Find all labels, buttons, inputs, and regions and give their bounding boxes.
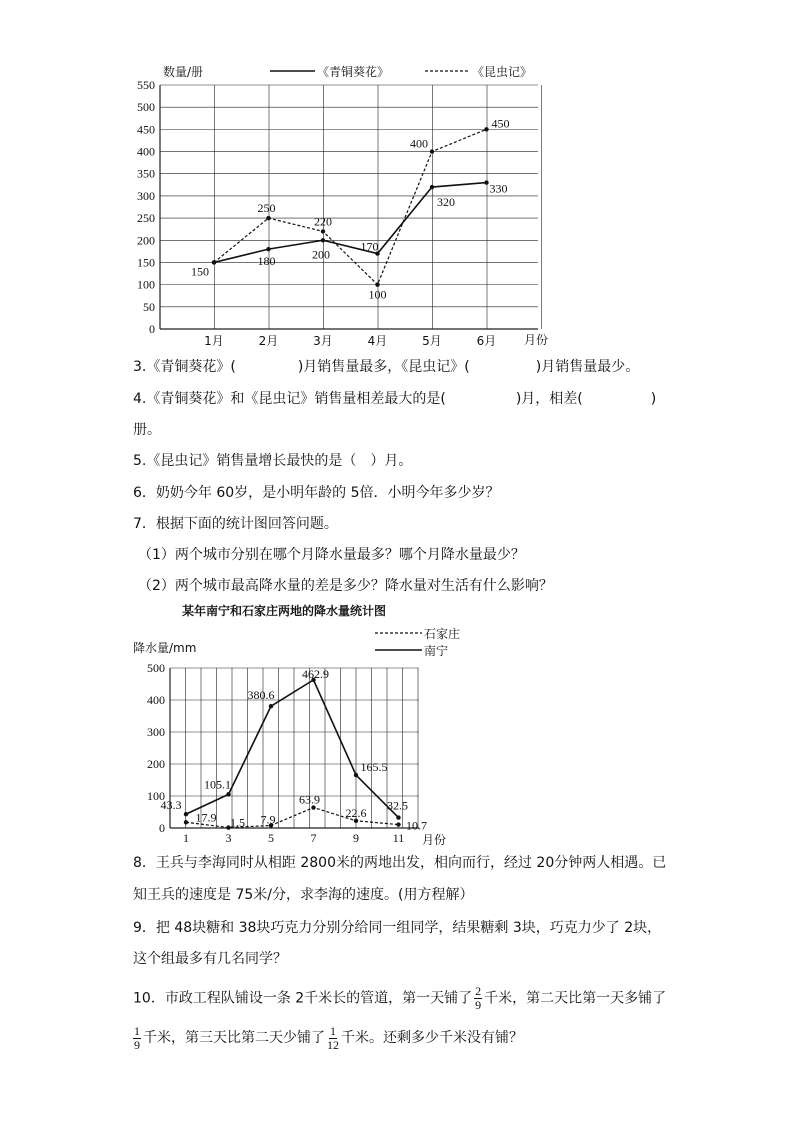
series-line-2	[186, 680, 399, 818]
chart2-legend	[375, 626, 460, 658]
data-label: 63.9	[299, 792, 320, 807]
data-label: 105.1	[204, 777, 231, 792]
chart2-x-ticks	[183, 831, 404, 845]
x-tick-label: 2月	[258, 334, 279, 348]
q10-part-d: 千米。还剩多少千米没有铺？	[341, 1030, 523, 1046]
question-9-line-1: 9．把 48块糖和 38块巧克力分别分给同一组同学，结果糖剩 3块，巧克力少了 2块，	[133, 920, 662, 936]
y-tick-label: 450	[137, 122, 155, 137]
y-tick-label: 400	[147, 693, 165, 707]
q10-fraction-3	[327, 1025, 339, 1052]
y-tick-label: 400	[137, 144, 155, 159]
data-label: 7.9	[260, 812, 276, 827]
chart1-data-labels	[191, 116, 510, 301]
x-tick-label: 9	[353, 831, 359, 845]
book-sales-chart	[130, 60, 550, 350]
data-label: 43.3	[160, 798, 182, 813]
question-7: 7．根据下面的统计图回答问题。	[133, 516, 338, 532]
q10-fraction-2-den: 9	[134, 1037, 140, 1052]
x-tick-label: 7	[310, 831, 317, 845]
question-7-2: （2）两个城市最高降水量的差是多少？降水量对生活有什么影响？	[138, 578, 553, 594]
q4-part-a: 4.《青铜葵花》和《昆虫记》销售量相差最大的是(	[133, 391, 446, 407]
q10-fraction-2	[133, 1025, 141, 1052]
x-tick-label: 3	[225, 831, 232, 845]
q10-fraction-3-num: 1	[330, 1023, 336, 1038]
y-tick-label: 500	[137, 100, 155, 115]
chart1-xlabel: 月份	[524, 333, 549, 347]
q10-part-c: 千米，第三天比第二天少铺了	[143, 1030, 325, 1046]
data-label: 250	[257, 201, 276, 216]
q10-part-b: 千米，第二天比第一天多铺了	[484, 990, 667, 1007]
y-tick-label: 300	[147, 725, 165, 739]
data-point	[184, 820, 188, 824]
data-label: 450	[491, 116, 510, 131]
data-label: 180	[257, 254, 276, 269]
question-9-line-2: 这个组最多有几名同学？	[133, 951, 287, 967]
data-label: 32.5	[387, 798, 408, 813]
y-tick-label: 350	[137, 166, 155, 181]
data-point	[184, 812, 188, 816]
data-label: 330	[489, 181, 508, 196]
question-4	[133, 389, 656, 409]
data-point	[484, 127, 488, 131]
chart2-ylabel: 降水量/mm	[133, 641, 197, 655]
data-point	[269, 704, 273, 708]
q10-fraction-1-den: 9	[475, 998, 482, 1012]
question-10-line-1	[133, 985, 666, 1012]
question-5: 5.《昆虫记》销售量增长最快的是（ ）月。	[133, 453, 413, 469]
data-label: 100	[368, 287, 387, 302]
data-point	[430, 149, 434, 153]
y-tick-label: 50	[143, 299, 155, 314]
q3-part-b: )月销售量最多，《昆虫记》(	[297, 359, 470, 375]
x-tick-label: 5	[268, 831, 274, 845]
x-tick-label: 1月	[204, 334, 224, 348]
q10-fraction-1	[474, 985, 482, 1012]
y-tick-label: 500	[147, 661, 165, 675]
chart2-legend-solid: 南宁	[424, 644, 449, 658]
data-point	[226, 792, 230, 796]
chart2-legend-dashed: 石家庄	[424, 627, 460, 641]
y-tick-label: 200	[147, 757, 165, 771]
chart1-legend-solid: 《青铜葵花》	[317, 65, 390, 79]
data-point	[484, 180, 488, 184]
series-line-1	[186, 805, 399, 828]
data-label: 220	[314, 214, 332, 229]
y-tick-label: 0	[159, 821, 165, 835]
data-point	[212, 260, 216, 264]
question-3	[133, 357, 639, 377]
data-label: 165.5	[360, 760, 388, 775]
data-point	[321, 238, 325, 242]
y-tick-label: 0	[149, 322, 155, 336]
data-label: 320	[437, 195, 455, 210]
y-tick-label: 150	[137, 255, 155, 270]
question-10-line-2	[133, 1023, 523, 1053]
x-tick-label: 11	[392, 831, 405, 845]
question-8-line-1: 8．王兵与李海同时从相距 2800米的两地出发，相向而行，经过 20分钟两人相遇。已	[133, 855, 667, 871]
q4-part-c: )	[650, 391, 657, 407]
data-label: 22.6	[345, 805, 367, 820]
data-point	[266, 216, 270, 220]
x-tick-label: 6月	[476, 334, 497, 348]
question-6: 6．奶奶今年 60岁，是小明年龄的 5倍．小明今年多少岁？	[133, 485, 500, 501]
rainfall-chart	[130, 600, 460, 850]
data-point	[375, 282, 379, 286]
data-label: 1.5	[230, 815, 245, 830]
x-tick-label: 4月	[367, 334, 388, 348]
data-label: 200	[312, 247, 330, 262]
data-point	[321, 229, 325, 233]
y-tick-label: 300	[137, 188, 155, 203]
data-point	[266, 247, 270, 251]
data-label: 400	[410, 136, 428, 151]
chart2-xlabel: 月份	[422, 833, 447, 847]
chart1-legend	[270, 64, 532, 79]
data-point	[396, 822, 400, 826]
data-point	[396, 815, 400, 819]
q10-fraction-2-num: 1	[134, 1023, 140, 1038]
q4-part-b: )月，相差(	[515, 391, 583, 407]
chart1-ylabel: 数量/册	[163, 65, 204, 79]
y-tick-label: 200	[137, 233, 155, 248]
y-tick-label: 100	[137, 277, 155, 292]
data-label: 380.6	[247, 688, 275, 703]
data-label: 150	[191, 264, 209, 279]
data-point	[430, 185, 434, 189]
question-8-line-2: 知王兵的速度是 75米/分，求李海的速度。(用方程解）	[133, 887, 474, 903]
chart1-grid	[160, 85, 542, 329]
y-tick-label: 250	[137, 211, 155, 226]
q10-fraction-3-den: 12	[327, 1037, 339, 1052]
chart1-x-ticks	[204, 334, 496, 348]
chart1-legend-dashed: 《昆虫记》	[472, 65, 533, 79]
x-tick-label: 1	[183, 831, 189, 845]
question-7-1: （1）两个城市分别在哪个月降水量最多？哪个月降水量最少？	[138, 547, 525, 563]
x-tick-label: 3月	[313, 334, 333, 348]
data-point	[354, 773, 358, 777]
data-label: 462.9	[302, 666, 329, 681]
x-tick-label: 5月	[422, 334, 442, 348]
data-label: 170	[360, 239, 379, 254]
q10-fraction-1-num: 2	[475, 984, 482, 998]
y-tick-label: 100	[147, 789, 165, 803]
chart1-y-ticks	[137, 78, 155, 336]
chart2-title: 某年南宁和石家庄两地的降水量统计图	[182, 604, 387, 618]
q3-part-c: )月销售量最少。	[535, 359, 640, 375]
data-label: 10.7	[406, 818, 427, 833]
q3-part-a: 3.《青铜葵花》(	[133, 359, 236, 375]
question-4-cont: 册。	[133, 422, 161, 438]
y-tick-label: 550	[137, 78, 155, 92]
q10-part-a: 10．市政工程队铺设一条 2千米长的管道，第一天铺了	[133, 990, 473, 1007]
data-label: 17.9	[195, 810, 217, 825]
